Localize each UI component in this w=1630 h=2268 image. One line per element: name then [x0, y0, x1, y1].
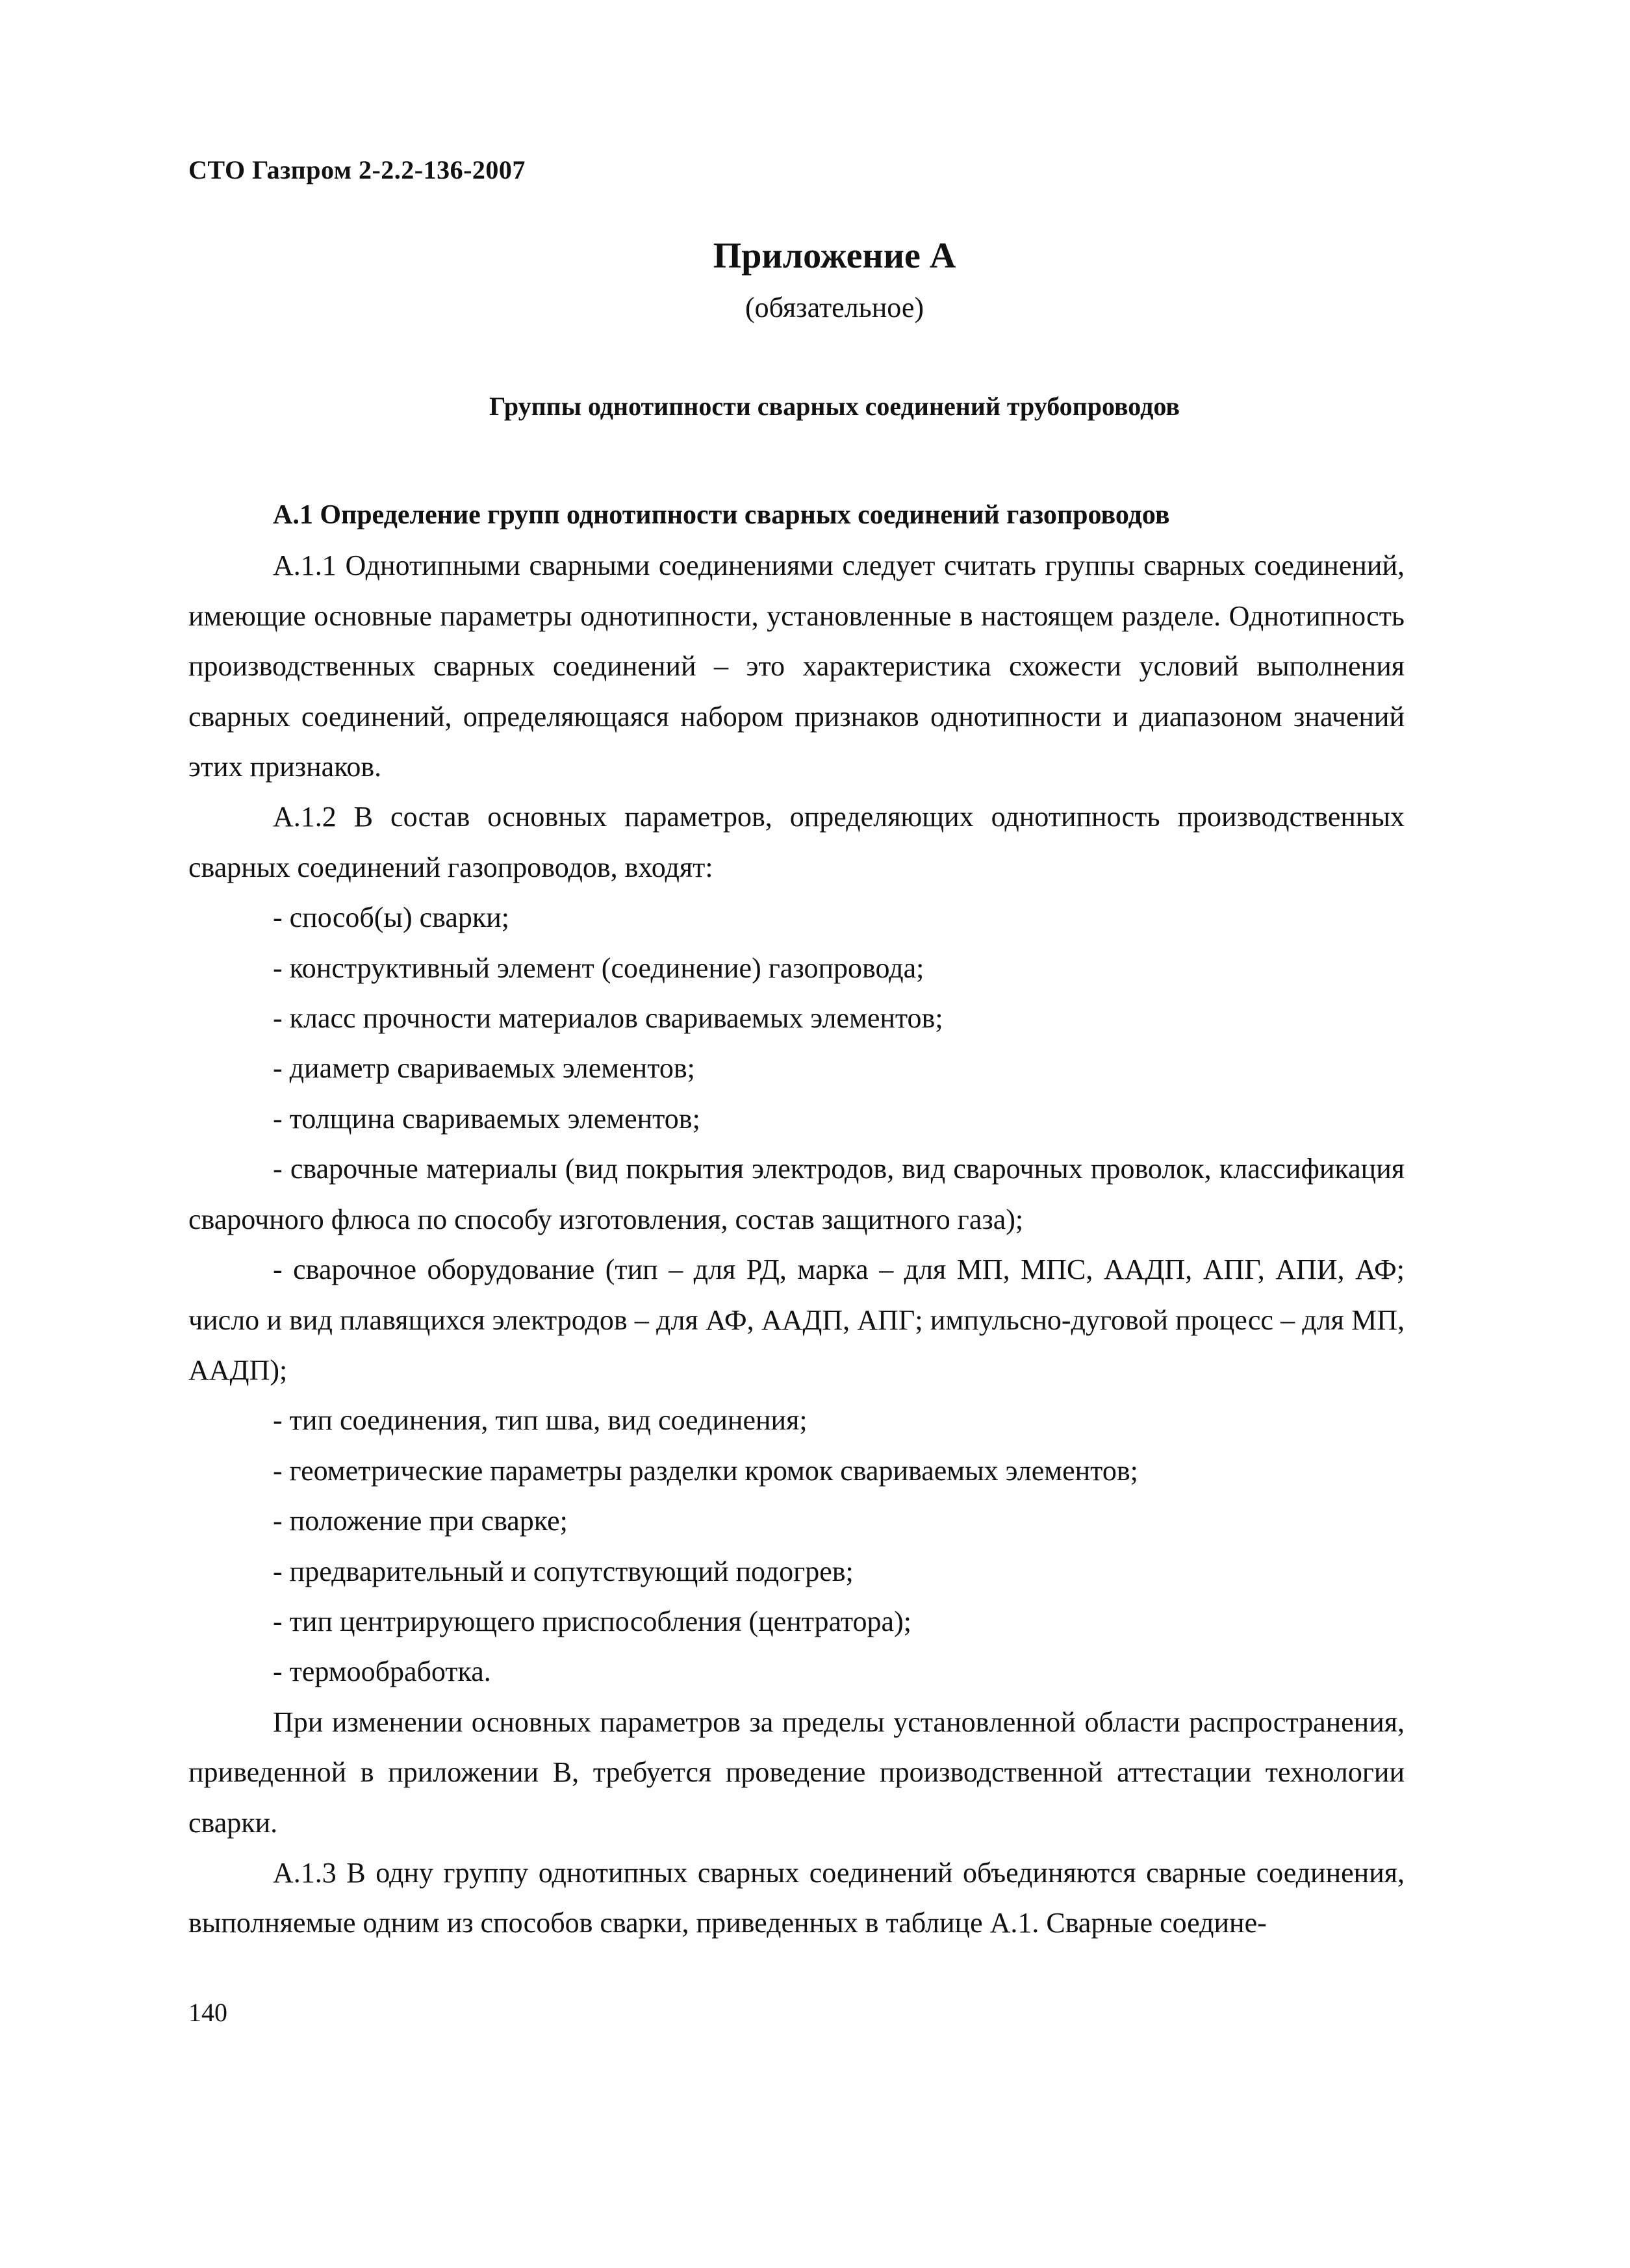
- list-item: - предварительный и сопутствующий подогрев;: [273, 1555, 854, 1587]
- appendix-title: Приложение А: [713, 236, 956, 276]
- paragraph-parameter-change: При изменении основных параметров за пределы установленной области распространения, приведенной в приложении В, требуется проведение производственной аттестации технологии сварки.: [188, 1706, 1405, 1839]
- paragraph-a-1-3: А.1.3 В одну группу однотипных сварных соединений объединяются сварные соединения, выполняемые одним из способов сварки, приведенных в таблице А.1. Сварные соедине-: [188, 1856, 1405, 1939]
- list-item: - тип соединения, тип шва, вид соединения;: [273, 1404, 808, 1437]
- appendix-subject: Группы однотипности сварных соединений трубопроводов: [489, 392, 1180, 421]
- document-code: СТО Газпром 2-2.2-136-2007: [188, 155, 526, 184]
- paragraph-a-1-2: А.1.2 В состав основных параметров, определяющих однотипность производственных сварных соединений газопроводов, входят:: [188, 801, 1405, 883]
- list-item: - сварочные материалы (вид покрытия электродов, вид сварочных проволок, классификация сварочного флюса по способу изготовления, состав защитного газа);: [188, 1153, 1405, 1235]
- page-number: 140: [188, 1998, 227, 2027]
- list-item: - способ(ы) сварки;: [273, 901, 510, 934]
- appendix-status: (обязательное): [745, 292, 924, 323]
- paragraph-a-1-1: А.1.1 Однотипными сварными соединениями следует считать группы сварных соединений, имеющие основные параметры однотипности, установленные в настоящем разделе. Однотипность производственных сварных соединений – это характеристика схожести условий выполнения сварных соединений, определяющаяся набором признаков однотипности и диапазоном значений этих признаков.: [188, 549, 1405, 783]
- section-heading: А.1 Определение групп однотипности сварных соединений газопроводов: [273, 500, 1170, 530]
- list-item: - тип центрирующего приспособления (центратора);: [273, 1605, 911, 1637]
- list-item: - диаметр свариваемых элементов;: [273, 1052, 695, 1085]
- list-item: - конструктивный элемент (соединение) газопровода;: [273, 951, 924, 984]
- body-text: [188, 490, 1405, 1948]
- list-item: - класс прочности материалов свариваемых элементов;: [273, 1002, 943, 1035]
- list-item: - термообработка.: [273, 1656, 491, 1688]
- list-item: - толщина свариваемых элементов;: [273, 1102, 700, 1135]
- list-item: - сварочное оборудование (тип – для РД, марка – для МП, МПС, ААДП, АПГ, АПИ, АФ; число и вид плавящихся электродов – для АФ, ААДП, АПГ; импульсно-дуговой процесс – для МП, ААДП);: [188, 1254, 1405, 1386]
- list-item: - геометрические параметры разделки кромок свариваемых элементов;: [273, 1454, 1138, 1487]
- list-item: - положение при сварке;: [273, 1505, 568, 1537]
